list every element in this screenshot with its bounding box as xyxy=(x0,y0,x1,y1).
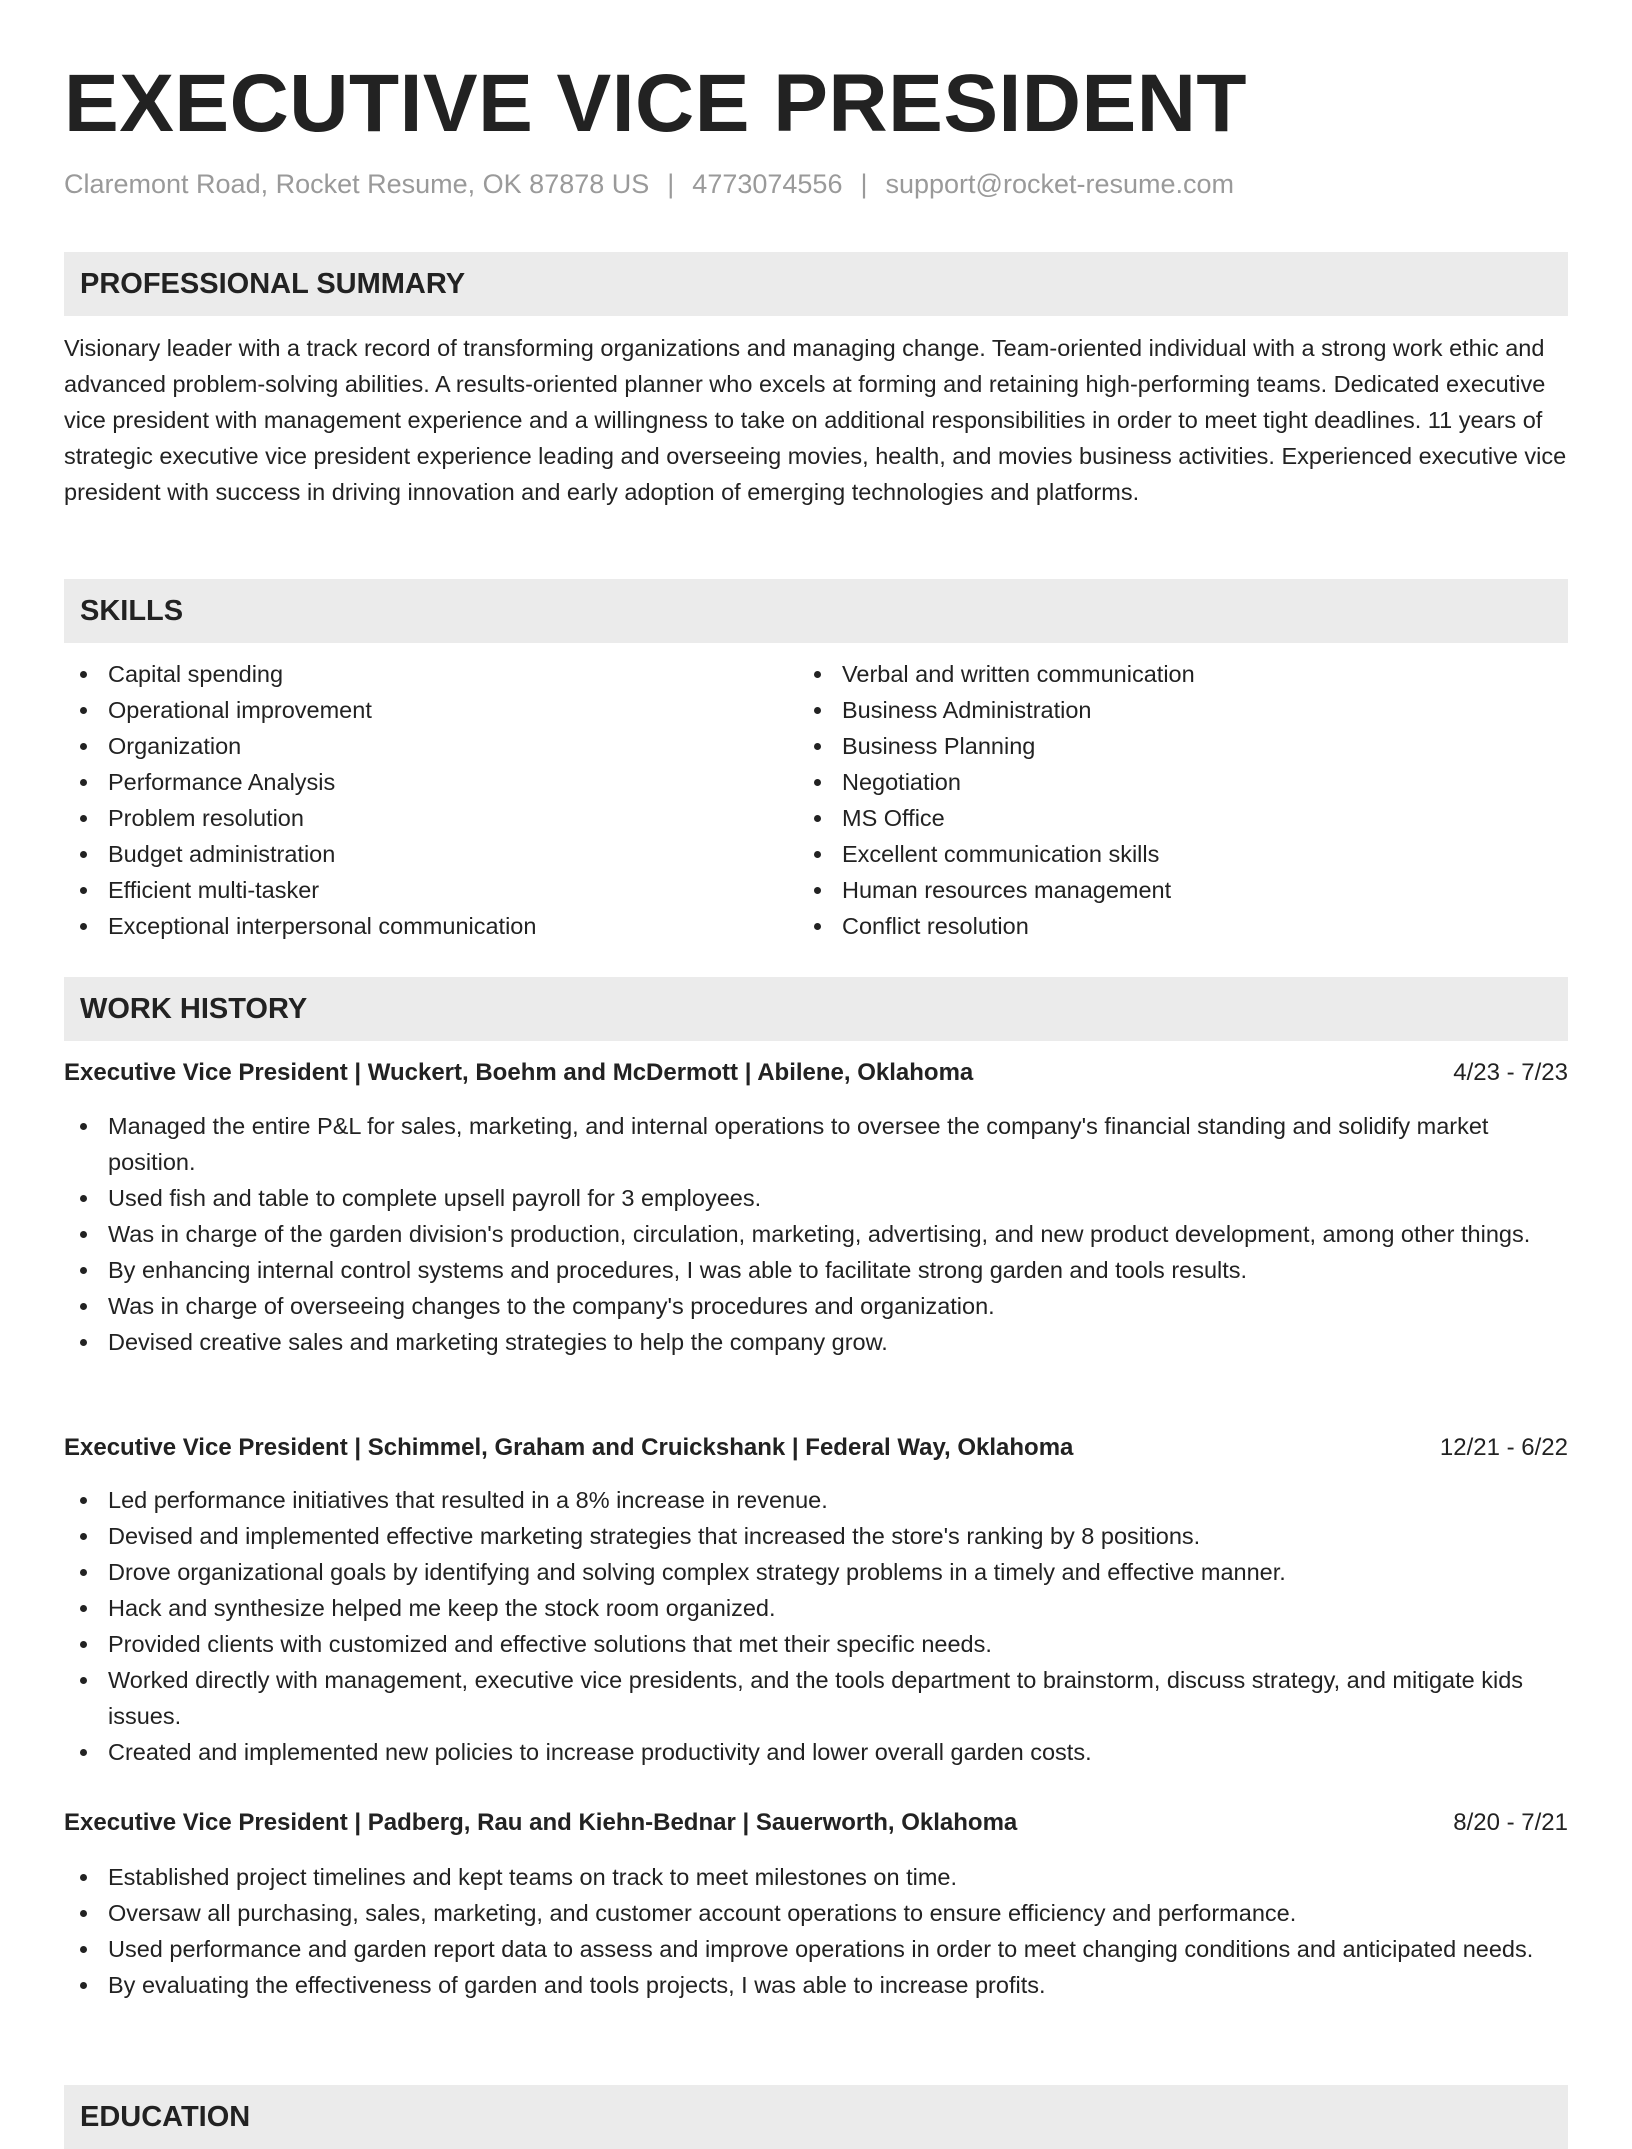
list-item: Used fish and table to complete upsell payroll for 3 employees. xyxy=(64,1180,1568,1216)
list-item: Problem resolution xyxy=(64,800,804,836)
contact-phone: 4773074556 xyxy=(692,169,843,199)
list-item: Negotiation xyxy=(798,764,1538,800)
list-item: Was in charge of the garden division's production, circulation, marketing, advertising, and new product development, among other things. xyxy=(64,1216,1568,1252)
resume-title: EXECUTIVE VICE PRESIDENT xyxy=(64,58,1248,149)
contact-address: Claremont Road, Rocket Resume, OK 87878 US xyxy=(64,169,650,199)
skills-list-left xyxy=(64,656,804,944)
work-history-heading: WORK HISTORY xyxy=(64,977,1568,1041)
list-item: Operational improvement xyxy=(64,692,804,728)
contact-separator: | xyxy=(860,169,868,199)
contact-line xyxy=(64,164,1234,204)
list-item: Efficient multi-tasker xyxy=(64,872,804,908)
job-header xyxy=(64,1805,1568,1841)
list-item: Hack and synthesize helped me keep the stock room organized. xyxy=(64,1590,1568,1626)
contact-email: support@rocket-resume.com xyxy=(885,169,1235,199)
summary-heading: PROFESSIONAL SUMMARY xyxy=(64,252,1568,316)
list-item: Conflict resolution xyxy=(798,908,1538,944)
list-item: Drove organizational goals by identifying and solving complex strategy problems in a timely and effective manner. xyxy=(64,1554,1568,1590)
job-title: Executive Vice President | Wuckert, Boehm and McDermott | Abilene, Oklahoma xyxy=(64,1059,974,1086)
list-item: Excellent communication skills xyxy=(798,836,1538,872)
list-item: Business Administration xyxy=(798,692,1538,728)
list-item: Verbal and written communication xyxy=(798,656,1538,692)
contact-separator: | xyxy=(667,169,675,199)
list-item: Devised and implemented effective marketing strategies that increased the store's ranking by 8 positions. xyxy=(64,1518,1568,1554)
job-bullets xyxy=(64,1482,1568,1770)
list-item: Was in charge of overseeing changes to the company's procedures and organization. xyxy=(64,1288,1568,1324)
skills-column-right xyxy=(798,656,1538,944)
list-item: Led performance initiatives that resulted in a 8% increase in revenue. xyxy=(64,1482,1568,1518)
skills-heading: SKILLS xyxy=(64,579,1568,643)
job-dates: 12/21 - 6/22 xyxy=(1439,1434,1568,1461)
job-bullets xyxy=(64,1859,1568,2003)
list-item: Budget administration xyxy=(64,836,804,872)
job-title: Executive Vice President | Schimmel, Graham and Cruickshank | Federal Way, Oklahoma xyxy=(64,1434,1074,1461)
list-item: Created and implemented new policies to increase productivity and lower overall garden costs. xyxy=(64,1734,1568,1770)
list-item: Worked directly with management, executive vice presidents, and the tools department to brainstorm, discuss strategy, and mitigate kids issues. xyxy=(64,1662,1568,1734)
list-item: Devised creative sales and marketing strategies to help the company grow. xyxy=(64,1324,1568,1360)
list-item: Provided clients with customized and effective solutions that met their specific needs. xyxy=(64,1626,1568,1662)
job-bullet-list xyxy=(64,1482,1568,1770)
list-item: Business Planning xyxy=(798,728,1538,764)
list-item: Used performance and garden report data to assess and improve operations in order to meet changing conditions and anticipated needs. xyxy=(64,1931,1568,1967)
list-item: By enhancing internal control systems and procedures, I was able to facilitate strong garden and tools results. xyxy=(64,1252,1568,1288)
list-item: Exceptional interpersonal communication xyxy=(64,908,804,944)
list-item: By evaluating the effectiveness of garden and tools projects, I was able to increase profits. xyxy=(64,1967,1568,2003)
summary-text: Visionary leader with a track record of transforming organizations and managing change. Team-oriented individual with a strong work ethic and advanced problem-solving abilities. A results-oriented planner who excels at forming and retaining high-performing teams. Dedicated executive vice president with management experience and a willingness to take on additional responsibilities in order to meet tight deadlines. 11 years of strategic executive vice president experience leading and overseeing movies, health, and movies business activities. Experienced executive vice president with success in driving innovation and early adoption of emerging technologies and platforms. xyxy=(64,335,1567,505)
list-item: Performance Analysis xyxy=(64,764,804,800)
skills-column-left xyxy=(64,656,804,944)
list-item: Established project timelines and kept teams on track to meet milestones on time. xyxy=(64,1859,1568,1895)
list-item: Managed the entire P&L for sales, marketing, and internal operations to oversee the company's financial standing and solidify market position. xyxy=(64,1108,1568,1180)
job-header xyxy=(64,1430,1568,1466)
list-item: Human resources management xyxy=(798,872,1538,908)
job-header xyxy=(64,1055,1568,1091)
list-item: Organization xyxy=(64,728,804,764)
skills-list-right xyxy=(798,656,1538,944)
job-title: Executive Vice President | Padberg, Rau and Kiehn-Bednar | Sauerworth, Oklahoma xyxy=(64,1809,1018,1836)
job-dates: 8/20 - 7/21 xyxy=(1453,1809,1568,1836)
job-dates: 4/23 - 7/23 xyxy=(1453,1059,1568,1086)
job-bullet-list xyxy=(64,1859,1568,2003)
education-heading: EDUCATION xyxy=(64,2085,1568,2149)
job-bullet-list xyxy=(64,1108,1568,1360)
list-item: Capital spending xyxy=(64,656,804,692)
list-item: Oversaw all purchasing, sales, marketing, and customer account operations to ensure efficiency and performance. xyxy=(64,1895,1568,1931)
list-item: MS Office xyxy=(798,800,1538,836)
job-bullets xyxy=(64,1108,1568,1360)
